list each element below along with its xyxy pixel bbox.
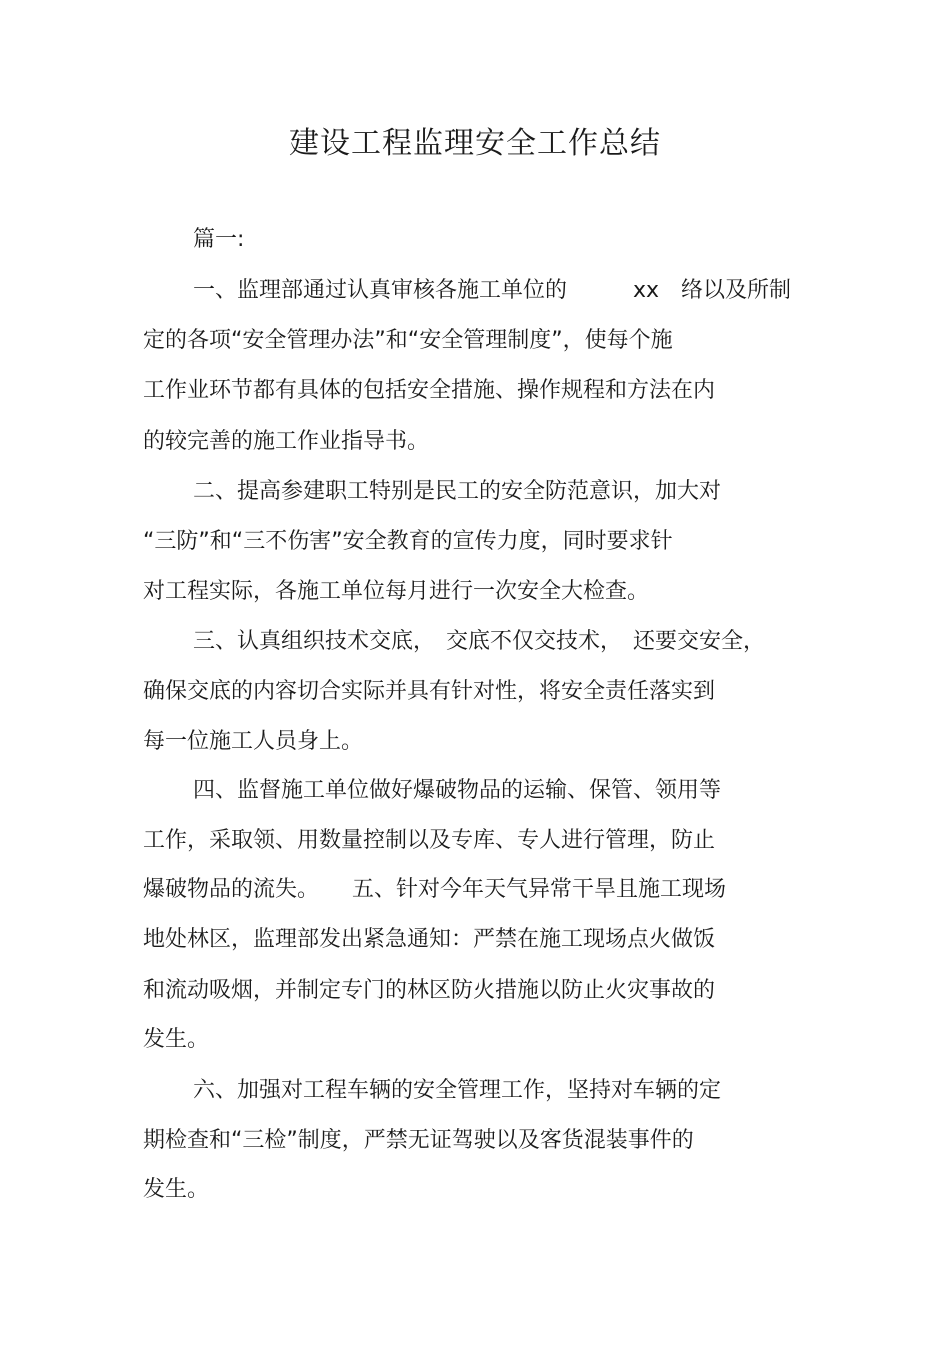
paragraph-line: 确保交底的内容切合实际并具有针对性，将安全责任落实到 [143,679,716,704]
paragraph-line: 定的各项“安全管理办法”和“安全管理制度”，使每个施 [143,328,673,353]
paragraph-line: 期检查和“三检”制度，严禁无证驾驶以及客货混装事件的 [143,1128,694,1153]
paragraph-line: 发生。 [143,1177,210,1202]
paragraph-line: 爆破物品的流失。 五、针对今年天气异常干旱且施工现场 [143,877,727,902]
paragraph-line: 地处林区，监理部发出紧急通知：严禁在施工现场点火做饭 [143,927,716,952]
section-label: 篇一: [193,227,245,252]
paragraph-line: 三、认真组织技术交底， 交底不仅交技术， 还要交安全， [193,629,766,654]
paragraph-line: 二、提高参建职工特别是民工的安全防范意识，加大对 [193,479,722,504]
document-title: 建设工程监理安全工作总结 [289,126,661,161]
paragraph-line: 四、监督施工单位做好爆破物品的运输、保管、领用等 [193,778,722,803]
paragraph-line: 每一位施工人员身上。 [143,729,364,754]
paragraph-line: 发生。 [143,1027,210,1052]
paragraph-line: 和流动吸烟，并制定专门的林区防火措施以防止火灾事故的 [143,978,716,1003]
paragraph-line: 一、监理部通过认真审核各施工单位的 xx 络以及所制 [193,278,792,303]
paragraph-line: 工作业环节都有具体的包括安全措施、操作规程和方法在内 [143,378,716,403]
paragraph-line: “三防”和“三不伤害”安全教育的宣传力度，同时要求针 [143,529,673,554]
paragraph-line: 六、加强对工程车辆的安全管理工作，坚持对车辆的定 [193,1078,722,1103]
paragraph-line: 对工程实际，各施工单位每月进行一次安全大检查。 [143,579,650,604]
paragraph-line: 的较完善的施工作业指导书。 [143,429,430,454]
paragraph-line: 工作，采取领、用数量控制以及专库、专人进行管理，防止 [143,828,716,853]
